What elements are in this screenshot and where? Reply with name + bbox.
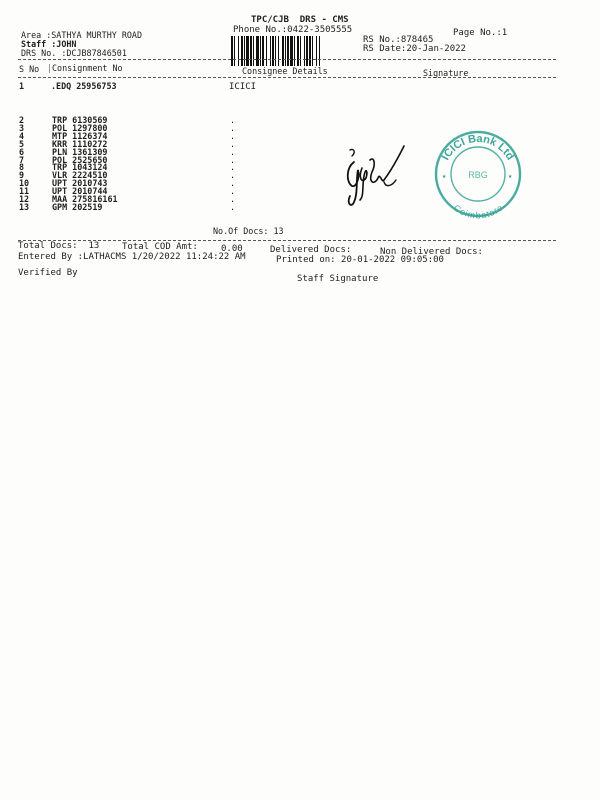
barcode-bar — [238, 36, 239, 66]
row-sno: 7 — [19, 154, 25, 165]
barcode-bar — [294, 36, 295, 66]
entered-by: Entered By :LATHACMS 1/20/2022 11:24:22 AM — [18, 252, 246, 262]
phone-number: Phone No.:0422-3505555 — [233, 25, 353, 35]
row-consignment: KRR 1110272 — [52, 138, 108, 149]
barcode-bar — [231, 36, 233, 66]
barcode-bar — [297, 36, 299, 66]
row-consignment: MAA 275816161 — [52, 194, 118, 204]
barcode — [231, 36, 355, 66]
row-continuation-mark: . — [230, 186, 236, 197]
barcode-bar — [290, 36, 293, 66]
stamp-text-top: ICICI Bank Ltd — [439, 132, 517, 163]
column-header-signature: Signature — [423, 68, 469, 78]
row-consignment: UPT 2010744 — [52, 186, 108, 197]
area-label: Area :SATHYA MURTHY ROAD — [21, 30, 143, 40]
row-continuation-mark: . — [230, 194, 236, 204]
row-continuation-mark: . — [230, 138, 236, 149]
bank-stamp — [432, 128, 524, 220]
row-consignment: TRP 1043124 — [52, 162, 108, 173]
row-continuation-mark: . — [230, 130, 236, 141]
row-continuation-mark: . — [230, 122, 236, 133]
row-consignment: TRP 6130569 — [52, 115, 108, 125]
column-header-consignment: Consignment No — [49, 64, 123, 73]
total-docs: Total Docs: 13 — [18, 241, 100, 251]
document-title: TPC/CJB DRS - CMS — [251, 15, 349, 25]
row-consignment: UPT 2010743 — [52, 178, 108, 189]
rs-number: RS No.:878465 — [363, 35, 434, 45]
row-continuation-mark: . — [230, 146, 236, 157]
row-consignment: POL 1297800 — [52, 122, 108, 133]
staff-label: Staff :JOHN — [21, 39, 77, 49]
row-continuation-mark: . — [230, 162, 236, 173]
staff-signature: Staff Signature — [297, 274, 379, 284]
row-sno: 5 — [19, 138, 25, 149]
barcode-bar — [282, 36, 284, 66]
row-sno: 6 — [19, 146, 25, 157]
non-delivered-docs: Non Delivered Docs: — [380, 247, 483, 257]
drs-number: DRS No. :DCJB87846501 — [21, 48, 127, 58]
barcode-bar — [234, 36, 235, 66]
row-consignment: GPM 202519 — [52, 201, 103, 212]
barcode-bar — [275, 36, 276, 66]
row-sno: 9 — [19, 170, 25, 181]
verified-by: Verified By — [18, 268, 78, 278]
stamp-star-right-icon: ★ — [508, 172, 513, 180]
barcode-bar — [312, 36, 313, 66]
row-continuation-mark: . — [230, 170, 236, 181]
row-sno: 10 — [19, 178, 30, 189]
barcode-bar — [272, 36, 274, 66]
barcode-bar — [306, 36, 308, 66]
rs-date: RS Date:20-Jan-2022 — [363, 44, 466, 54]
barcode-bar — [287, 36, 289, 66]
barcode-bar — [285, 36, 286, 66]
row-continuation-mark: . — [230, 154, 236, 165]
barcode-bar — [260, 36, 261, 66]
barcode-bar — [250, 36, 252, 66]
total-cod-label: Total COD Amt: — [122, 242, 198, 252]
no-of-docs: No.Of Docs: 13 — [213, 226, 284, 236]
printed-on: Printed on: 20-01-2022 09:05:00 — [276, 255, 444, 265]
stamp-text-bottom: Coimbatore — [451, 202, 505, 220]
row-consignment: MTP 1126374 — [52, 130, 108, 141]
row-sno: 8 — [19, 162, 25, 173]
row-continuation-mark: . — [230, 115, 236, 125]
barcode-bar — [300, 36, 301, 66]
row-sno: 13 — [19, 201, 30, 212]
column-header-divider — [18, 77, 556, 78]
column-header-sno: S No — [19, 64, 40, 74]
barcode-bar — [246, 36, 249, 66]
barcode-bar — [253, 36, 254, 66]
page-number: Page No.:1 — [453, 28, 508, 38]
row-sno: 2 — [19, 115, 25, 125]
barcode-bar — [262, 36, 264, 66]
row-1-sno: 1 — [19, 81, 25, 91]
barcode-bar — [309, 36, 311, 66]
barcode-bar — [316, 36, 317, 66]
row-continuation-mark: . — [230, 201, 236, 212]
barcode-bar — [319, 36, 320, 66]
barcode-bar — [266, 36, 267, 66]
stamp-star-left-icon: ★ — [442, 172, 447, 180]
header-divider — [18, 59, 556, 60]
column-header-consignee: Consignee Details — [242, 66, 328, 76]
delivered-docs: Delivered Docs: — [270, 245, 352, 255]
row-continuation-mark: . — [230, 178, 236, 189]
handwritten-signature — [340, 138, 410, 210]
barcode-bar — [244, 36, 245, 66]
barcode-bar — [278, 36, 279, 66]
barcode-bar — [304, 36, 305, 66]
row-sno: 4 — [19, 130, 25, 141]
barcode-bar — [270, 36, 271, 66]
barcode-bar — [256, 36, 259, 66]
barcode-bar — [241, 36, 243, 66]
row-consignment: VLR 2224510 — [52, 170, 108, 181]
row-consignment: PLN 1361309 — [52, 146, 108, 157]
row-sno: 12 — [19, 194, 30, 204]
row-1-consignment: .EDQ 25956753 — [51, 81, 117, 91]
row-consignment: POL 2525650 — [52, 154, 108, 165]
row-sno: 11 — [19, 186, 30, 197]
row-1-consignee: ICICI — [229, 82, 257, 92]
total-cod-value: 0.00 — [221, 244, 243, 254]
stamp-center: RBG — [468, 170, 488, 180]
row-sno: 3 — [19, 122, 25, 133]
